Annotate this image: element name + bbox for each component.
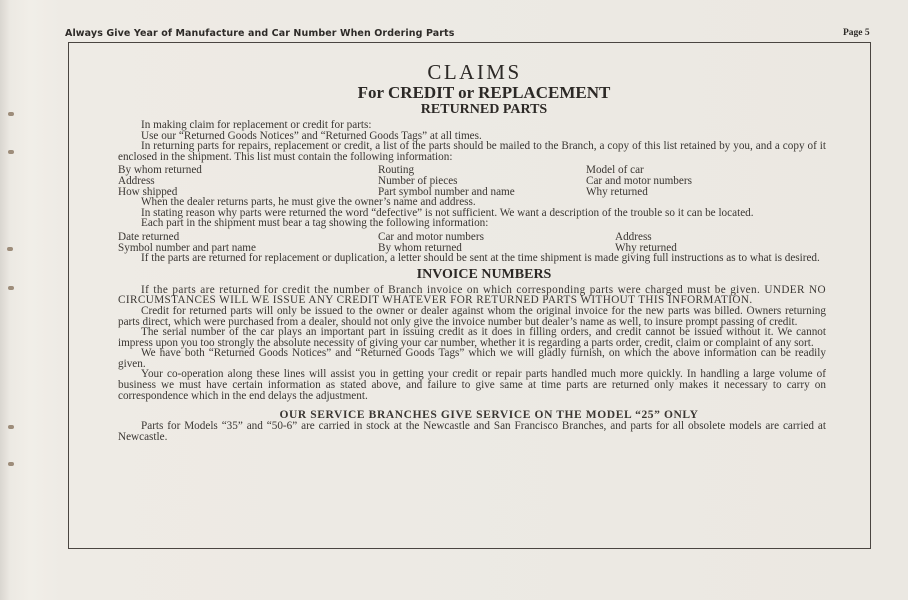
- defective-note: In stating reason why parts were returned the word “defective” is not sufficient. We want a description of the trouble so it can be located.: [141, 206, 754, 219]
- intro-paragraph: Use our “Returned Goods Notices” and “Returned Goods Tags” at all times.: [141, 129, 482, 142]
- list-item: Number of pieces: [378, 174, 458, 187]
- intro-paragraph: In returning parts for repairs, replacement or credit, a list of the parts should be mailed to the Branch, a copy of this list retained by you, and a copy of it enclosed in the shipment. This list must contain the following information:: [118, 140, 826, 163]
- list-item: Model of car: [586, 164, 644, 177]
- list-item: Car and motor numbers: [378, 230, 484, 243]
- service-heading: OUR SERVICE BRANCHES GIVE SERVICE ON THE MODEL “25” ONLY: [279, 409, 699, 422]
- tag-intro: Each part in the shipment must bear a tag showing the following information:: [141, 217, 489, 230]
- dealer-note: When the dealer returns parts, he must give the owner’s name and address.: [141, 196, 476, 209]
- section-heading-invoice-numbers: INVOICE NUMBERS: [416, 266, 552, 282]
- list-item: Address: [118, 174, 155, 187]
- invoice-paragraph: The serial number of the car plays an important part in issuing credit as it does in filling orders, and credit cannot be issued without it. We cannot impress upon you too strongly the absolute necessity of giving your car number, whether it is regarding a parts order, credit, claim or complaint of any sort.: [118, 326, 826, 349]
- page-title: CLAIMS: [427, 60, 522, 84]
- replacement-note: If the parts are returned for replacement or duplication, a letter should be sent at the time shipment is made giving full instructions as to what is desired.: [141, 252, 820, 265]
- invoice-paragraph: Credit for returned parts will only be issued to the owner or dealer against whom the original invoice for the new parts was billed. Owners returning parts direct, which were purchased from a dealer, should not only give the invoice number but dealer’s name as well, to insure prompt passing of credit.: [118, 304, 826, 328]
- service-paragraph: Parts for Models “35” and “50-6” are carried in stock at the Newcastle and San Francisco Branches, and parts for all obsolete models are carried at Newcastle.: [118, 420, 826, 443]
- list-item: Car and motor numbers: [586, 174, 692, 187]
- tag-info-table: [118, 232, 826, 253]
- binding-hole: [8, 425, 14, 429]
- page-subtitle: For CREDIT or REPLACEMENT: [357, 83, 611, 102]
- page-number: Page 5: [843, 28, 870, 38]
- section-heading-returned-parts: RETURNED PARTS: [420, 102, 548, 117]
- list-item: By whom returned: [378, 241, 462, 254]
- page-content: [118, 60, 826, 442]
- binding-hole: [8, 150, 14, 154]
- list-item: Why returned: [586, 185, 648, 198]
- binding-hole: [8, 112, 14, 116]
- binding-hole: [8, 286, 14, 290]
- list-item: Address: [615, 230, 652, 243]
- list-item: How shipped: [118, 185, 178, 198]
- binding-hole: [7, 247, 13, 251]
- list-item: Part symbol number and name: [378, 185, 515, 198]
- list-item: Why returned: [615, 241, 677, 254]
- binding-hole: [8, 462, 14, 466]
- list-item: Symbol number and part name: [118, 241, 256, 254]
- list-item: Date returned: [118, 230, 180, 243]
- invoice-paragraph: Your co-operation along these lines will assist you in getting your credit or repair parts handled much more quickly. In handling a large volume of business we must have certain information as stated above, and failure to give same at time parts are returned only makes it necessary to carry on correspondence which in the end delays the adjustment.: [118, 368, 826, 402]
- invoice-paragraph: We have both “Returned Goods Notices” and “Returned Goods Tags” which we will gladly furnish, on which the above information can be readily given.: [118, 347, 826, 370]
- running-head: Always Give Year of Manufacture and Car Number When Ordering Parts: [65, 28, 455, 39]
- list-item: By whom returned: [118, 164, 202, 177]
- list-item: Routing: [378, 164, 415, 177]
- list-info-table: [118, 165, 826, 197]
- intro-paragraph: In making claim for replacement or credit for parts:: [141, 119, 372, 131]
- invoice-paragraph: If the parts are returned for credit the number of Branch invoice on which corresponding parts were charged must be given. UNDER NO CIRCUMSTANCES WILL WE ISSUE ANY CREDIT WHATEVER FOR RETURNED PARTS WITHOUT THIS INFORMATION.: [118, 283, 826, 307]
